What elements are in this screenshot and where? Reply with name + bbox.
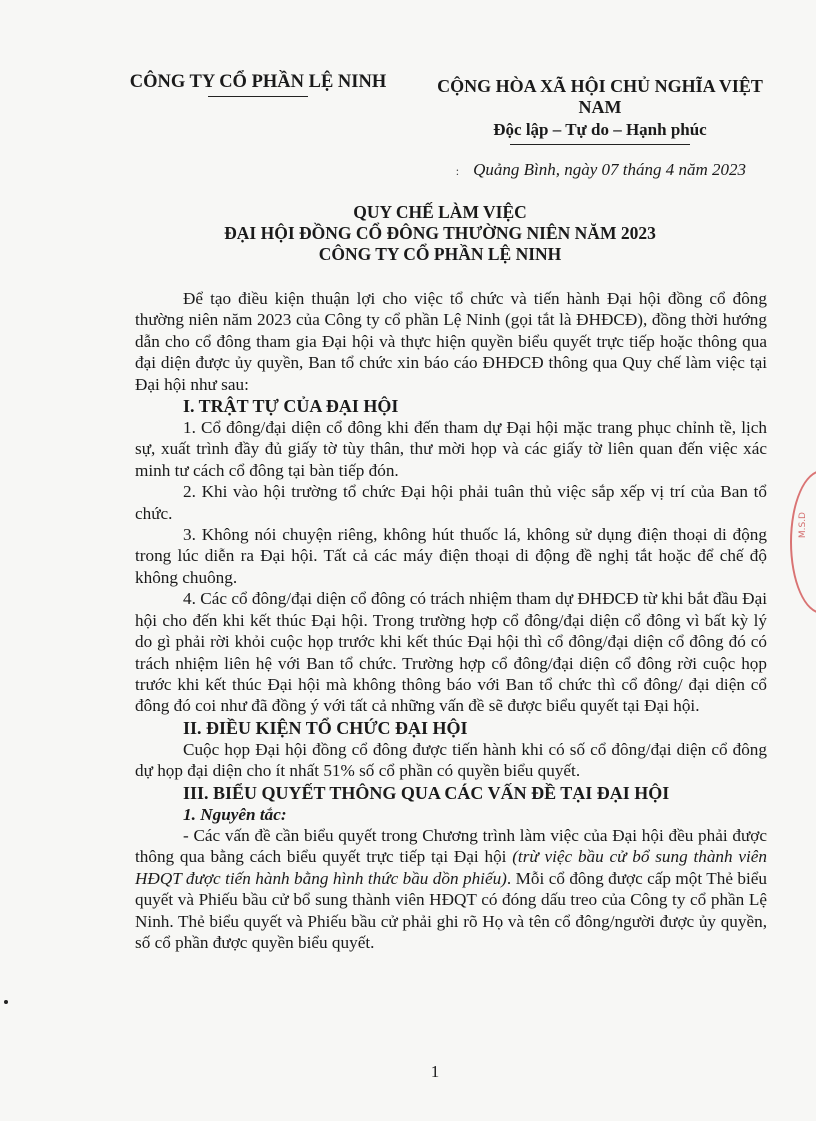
document-body [135, 288, 767, 953]
intro-paragraph: Để tạo điều kiện thuận lợi cho việc tổ chức và tiến hành Đại hội đồng cổ đông thường niên năm 2023 của Công ty cổ phần Lệ Ninh (gọi tắt là ĐHĐCĐ), đồng thời hướng dẫn cho cổ đông tham gia Đại hội và thực hiện quyền biểu quyết trực tiếp hoặc thông qua đại diện được ủy quyền, Ban tổ chức xin báo cáo ĐHĐCĐ thông qua Quy chế làm việc tại Đại hội như sau: [135, 289, 767, 394]
dot-mark-icon: : [455, 164, 460, 178]
title-line-1: QUY CHẾ LÀM VIỆC [353, 202, 527, 222]
section-2-heading: II. ĐIỀU KIỆN TỔ CHỨC ĐẠI HỘI [183, 717, 468, 738]
section-1-paragraph-4: 4. Các cổ đông/đại diện cổ đông có trách nhiệm tham dự ĐHĐCĐ từ khi bắt đầu Đại hội cho đến khi kết thúc Đại hội. Trong trường hợp cổ đông/đại diện cổ đông vì bất kỳ lý do gì phải rời khỏi cuộc họp trước khi kết thúc Đại hội thì cổ đông/đại diện cổ đông đó có trách nhiệm liên hệ với Ban tổ chức. Trường hợp cổ đông/đại diện cổ đông rời cuộc họp trước khi kết thúc Đại hội mà không thông báo với Ban tổ chức thì cổ đông/ đại diện cổ đông đó coi như đã đồng ý với tất cả những vấn đề sẽ được biểu quyết tại Đại hội. [135, 589, 767, 716]
page-number: 1 [430, 1062, 440, 1081]
title-line-3: CÔNG TY CỔ PHẦN LỆ NINH [318, 244, 562, 264]
date-line [456, 160, 746, 180]
national-header [415, 76, 785, 145]
principle-text-start: - Các vấn đề cần biểu quyết trong Chương trình làm việc của Đại hội đều phải được thông qua bằng cách biểu quyết trực tiếp tại Đại hội [135, 825, 767, 867]
margin-dot [4, 1000, 8, 1004]
section-1-paragraph-1: 1. Cổ đông/đại diện cổ đông khi đến tham dự Đại hội mặc trang phục chỉnh tề, lịch sự, xuất trình đầy đủ giấy tờ tùy thân, thư mời họp và các giấy tờ liên quan đến việc xác minh tư cách cổ đông tại bàn tiếp đón. [135, 418, 767, 480]
company-header [108, 72, 408, 97]
stamp-text: M.S.D [798, 512, 808, 539]
republic-name: CỘNG HÒA XÃ HỘI CHỦ NGHĨA VIỆT NAM [437, 76, 763, 117]
company-underline [208, 96, 308, 97]
section-2-paragraph-1: Cuộc họp Đại hội đồng cổ đông được tiến hành khi có số cổ đông/đại diện cổ đông dự họp đại diện cho ít nhất 51% số cổ phần có quyền biểu quyết. [135, 739, 767, 781]
title-line-2: ĐẠI HỘI ĐỒNG CỔ ĐÔNG THƯỜNG NIÊN NĂM 2023 [224, 223, 656, 243]
section-1-heading: I. TRẬT TỰ CỦA ĐẠI HỘI [183, 396, 399, 417]
section-3-paragraph-1 [135, 825, 767, 953]
red-stamp [790, 470, 816, 614]
section-1-paragraph-3: 3. Không nói chuyện riêng, không hút thuốc lá, không sử dụng điện thoại di động trong lúc diễn ra Đại hội. Tất cả các máy điện thoại di động đề nghị tắt hoặc để chế độ không chuông. [135, 525, 767, 587]
section-3-subheading: 1. Nguyên tắc: [183, 804, 287, 824]
date-text: Quảng Bình, ngày 07 tháng 4 năm 2023 [473, 160, 746, 179]
section-3-heading: III. BIỂU QUYẾT THÔNG QUA CÁC VẤN ĐỀ TẠI ĐẠI HỘI [183, 782, 670, 803]
section-1-paragraph-2: 2. Khi vào hội trường tổ chức Đại hội phải tuân thủ việc sắp xếp vị trí của Ban tổ chức. [135, 482, 767, 523]
principle-text-italic: (trừ việc bầu cử bổ sung thành viên HĐQT được tiến hành bằng hình thức bầu dồn phiếu) [135, 847, 767, 888]
motto-underline [510, 144, 690, 145]
principle-text-end: . Mỗi cổ đông được cấp một Thẻ biểu quyết và Phiếu bầu cử bổ sung thành viên HĐQT có đóng dấu treo của Công ty cổ phần Lệ Ninh. Thẻ biểu quyết và Phiếu bầu cử phải ghi rõ Họ và tên cổ đông/người được ủy quyền, số cổ phần được quyền biểu quyết. [135, 868, 768, 952]
national-motto: Độc lập – Tự do – Hạnh phúc [493, 120, 707, 139]
document-title [120, 202, 760, 265]
company-name: CÔNG TY CỔ PHẦN LỆ NINH [129, 72, 387, 92]
